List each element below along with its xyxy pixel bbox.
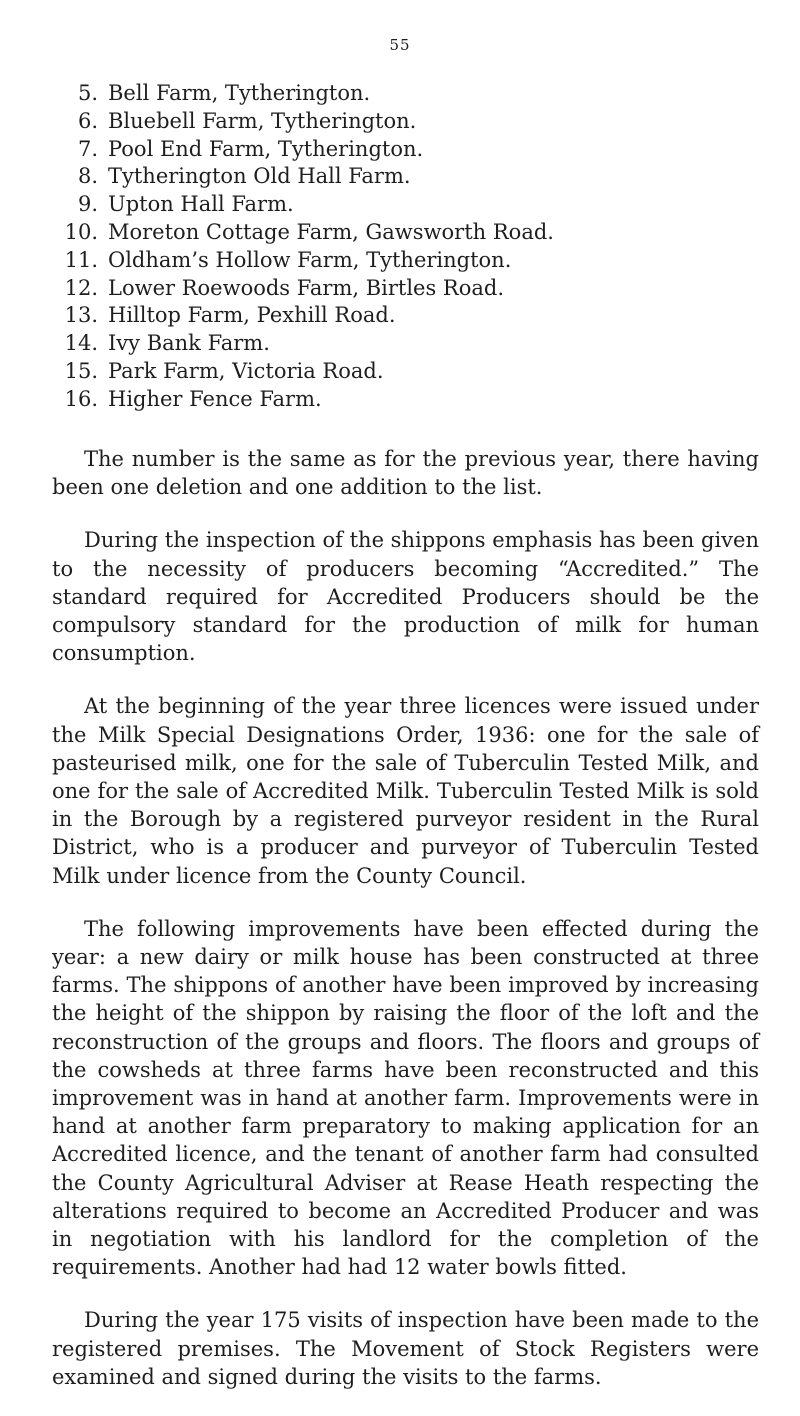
- list-item-number: 16.: [64, 386, 98, 411]
- list-item: [62, 163, 762, 191]
- list-item-text: Oldham’s Hollow Farm, Tytherington.: [108, 247, 512, 272]
- page-number: 55: [389, 36, 411, 54]
- paragraph-accredited-emphasis: During the inspection of the shippons emphasis has been given to the necessity of producers becoming “Accredited.” The standard required for Accredited Producers should be the compulsory standard for the production of milk for human consumption.: [52, 528, 759, 666]
- list-item-text: Tytherington Old Hall Farm.: [108, 164, 411, 189]
- paragraph-licences: At the beginning of the year three licences were issued under the Milk Special Designations Order, 1936: one for the sale of pasteurised milk, one for the sale of Tuberculin Tested Milk, and one for the sale of Accredited Milk. Tuberculin Tested Milk is sold in the Borough by a registered purveyor resident in the Rural District, who is a producer and purveyor of Tuberculin Tested Milk under licence from the County Council.: [52, 694, 759, 888]
- list-item-number: 10.: [64, 219, 98, 244]
- list-item: [62, 358, 762, 386]
- paragraph-improvements: The following improvements have been effected during the year: a new dairy or milk house has been constructed at three farms. The shippons of another have been improved by increasing the height of the shippon by raising the floor of the loft and the reconstruction of the groups and floors. The floors and groups of the cowsheds at three farms have been reconstructed and this improvement was in hand at another farm. Improvements were in hand at another farm preparatory to making application for an Accredited licence, and the tenant of another farm had consulted the County Agricultural Adviser at Rease Heath respecting the alterations required to become an Accredited Producer and was in negotiation with his landlord for the completion of the requirements. Another had had 12 water bowls fitted.: [52, 916, 759, 1280]
- list-item-number: 8.: [77, 164, 98, 189]
- list-item: [62, 80, 762, 108]
- list-item-text: Bell Farm, Tytherington.: [108, 81, 371, 105]
- list-item-text: Upton Hall Farm.: [108, 192, 294, 217]
- list-item-text: Hilltop Farm, Pexhill Road.: [108, 303, 396, 328]
- list-item-text: Bluebell Farm, Tytherington.: [108, 108, 417, 133]
- list-item: [62, 275, 762, 303]
- list-item-number: 5.: [77, 81, 98, 105]
- farm-list: [62, 80, 762, 414]
- list-item-number: 7.: [77, 136, 98, 161]
- list-item-number: 6.: [77, 108, 98, 133]
- list-item: [62, 247, 762, 275]
- paragraph-inspection-visits: During the year 175 visits of inspection have been made to the registered premises. The Movement of Stock Registers were examined and signed during the visits to the farms.: [52, 1308, 759, 1389]
- list-item-number: 14.: [64, 331, 98, 356]
- body-text: [52, 445, 759, 1416]
- list-item: [62, 191, 762, 219]
- list-item-text: Pool End Farm, Tytherington.: [108, 136, 424, 161]
- list-item-text: Lower Roewoods Farm, Birtles Road.: [108, 275, 505, 300]
- list-item-number: 15.: [64, 358, 98, 383]
- list-item-text: Park Farm, Victoria Road.: [108, 358, 384, 383]
- list-item: [62, 386, 762, 414]
- list-item: [62, 330, 762, 358]
- list-item: [62, 136, 762, 164]
- list-item-number: 11.: [64, 247, 98, 272]
- list-item: [62, 302, 762, 330]
- list-item-number: 13.: [64, 303, 98, 328]
- list-item-text: Moreton Cottage Farm, Gawsworth Road.: [108, 219, 554, 244]
- list-item: [62, 108, 762, 136]
- paragraph-list-summary: The number is the same as for the previous year, there having been one deletion and one addition to the list.: [52, 447, 759, 500]
- list-item: [62, 219, 762, 247]
- list-item-text: Ivy Bank Farm.: [108, 331, 270, 356]
- list-item-text: Higher Fence Farm.: [108, 386, 322, 411]
- list-item-number: 9.: [77, 192, 98, 217]
- list-item-number: 12.: [64, 275, 98, 300]
